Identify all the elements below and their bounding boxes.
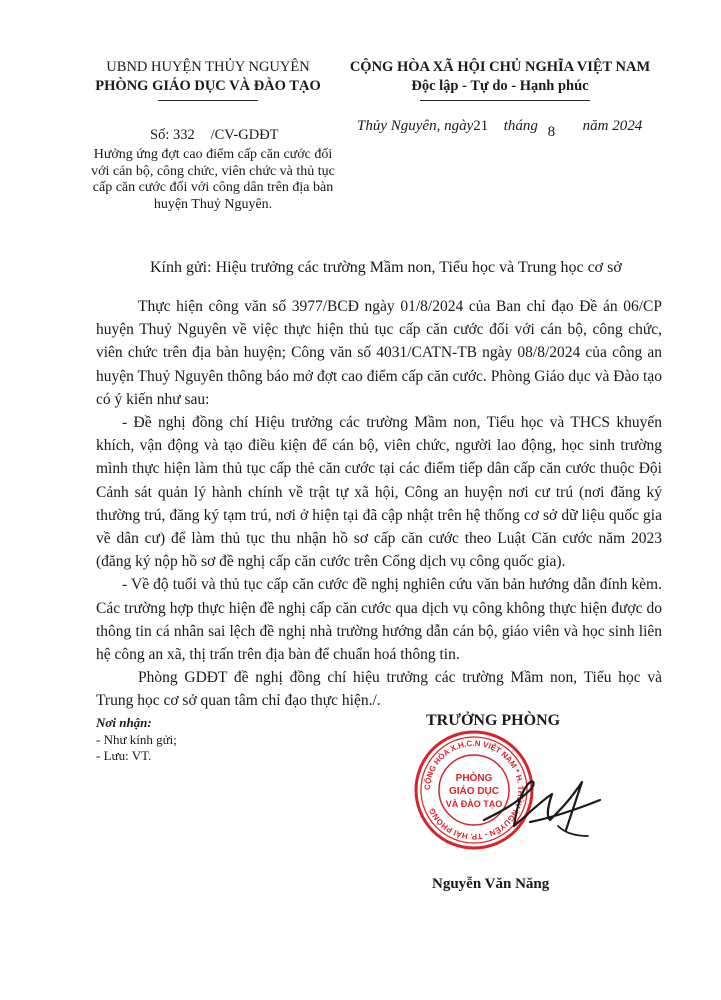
date-month-label: tháng — [503, 118, 538, 134]
seal-line: VÀ ĐÀO TẠO — [445, 799, 503, 809]
signer-name: Nguyễn Văn Năng — [432, 876, 550, 892]
date-place: Thủy Nguyên, ngày — [357, 118, 474, 134]
agency-name: PHÒNG GIÁO DỤC VÀ ĐÀO TẠO — [95, 78, 321, 94]
body-paragraph: - Về độ tuổi và thủ tục cấp căn cước đề nghị nghiên cứu văn bản hướng dẫn đính kèm. Các trường hợp thực hiện đề nghị cấp căn cước qua dịch vụ công không thực hiện được do thông tin cá nhân sai lệch đề nghị nhà trường hướng dẫn cán bộ, giáo viên và học sinh liên hệ công an xã, thị trấn trên địa bàn để chuẩn hoá thông tin. — [96, 576, 662, 664]
recipient-item: - Lưu: VT. — [96, 748, 152, 763]
motto: Độc lập - Tự do - Hạnh phúc — [411, 78, 589, 94]
seal-ring-text: CỘNG HÒA X.H.C.N VIỆT NAM * H. THỦY NGUYÊN - TP. HẢI PHÒNG — [422, 738, 526, 842]
agency-underline — [158, 100, 258, 101]
document-number — [150, 127, 279, 144]
body-paragraph: Thực hiện công văn số 3977/BCĐ ngày 01/8/2024 của Ban chỉ đạo Đề án 06/CP huyện Thuỷ Nguyên về việc thực hiện thủ tục cấp căn cước đối với cán bộ, công chức, viên chức trên địa bàn huyện; Công văn số 4031/CATN-TB ngày 08/8/2024 của công an huyện Thuỷ Nguyên thông báo mở đợt cao điểm cấp căn cước. Phòng Giáo dục và Đào tạo có ý kiến như sau: — [96, 298, 662, 408]
issuing-agency — [84, 58, 332, 96]
seal-line: GIÁO DỤC — [449, 786, 499, 797]
document-subject: Hưởng ứng đợt cao điểm cấp căn cước đối với cán bộ, công chức, viên chức và thủ tục cấp căn cước đối với công dân trên địa bàn huyện Thuỷ Nguyên. — [91, 147, 335, 212]
recipients-heading: Nơi nhận: — [96, 715, 152, 730]
motto-underline — [420, 100, 590, 101]
country-name: CỘNG HÒA XÃ HỘI CHỦ NGHĨA VIỆT NAM — [349, 59, 651, 75]
body-paragraph: - Đề nghị đồng chí Hiệu trưởng các trường Mầm non, Tiểu học và THCS khuyến khích, vận động và tạo điều kiện để cán bộ, viên chức, người lao động, học sinh trường mình thực hiện làm thủ tục cấp thẻ căn cước tại các điểm tiếp dân cấp căn cước thuộc Đội Cảnh sát quản lý hành chính về trật tự xã hội, Công an huyện nơi cư trú (nơi đăng ký thường trú, đăng ký tạm trú, nơi ở hiện tại đã cập nhật trên hệ thống cơ sở dữ liệu quốc gia về dân cư) để làm thủ tục thu nhận hồ sơ cấp căn cước theo Luật Căn cước năm 2023 (đăng ký nộp hồ sơ đề nghị cấp căn cước trên Cổng dịch vụ công quốc gia). — [96, 414, 662, 571]
date-day: 21 — [473, 118, 489, 134]
agency-parent: UBND HUYỆN THỦY NGUYÊN — [106, 59, 310, 75]
signer-title: TRƯỞNG PHÒNG — [426, 712, 561, 729]
handwritten-signature-icon — [470, 760, 620, 860]
recipient-line: Kính gửi: Hiệu trưởng các trường Mầm non, Tiểu học và Trung học cơ sở — [150, 259, 622, 276]
date-year: năm 2024 — [582, 118, 643, 134]
seal-line: PHÒNG — [455, 773, 493, 784]
document-body — [96, 295, 662, 713]
date-line — [357, 118, 643, 140]
number-label: Số: — [150, 127, 170, 143]
date-month: 8 — [547, 124, 556, 140]
recipients-list — [96, 715, 177, 765]
body-paragraph: Phòng GDĐT đề nghị đồng chí hiệu trưởng các trường Mầm non, Tiểu học và Trung học cơ sở quan tâm chỉ đạo thực hiện./. — [96, 669, 662, 710]
number-value: 332 — [172, 127, 195, 143]
recipient-item: - Như kính gửi; — [96, 731, 177, 747]
national-motto — [340, 58, 660, 96]
number-suffix: /CV-GDĐT — [210, 127, 279, 143]
